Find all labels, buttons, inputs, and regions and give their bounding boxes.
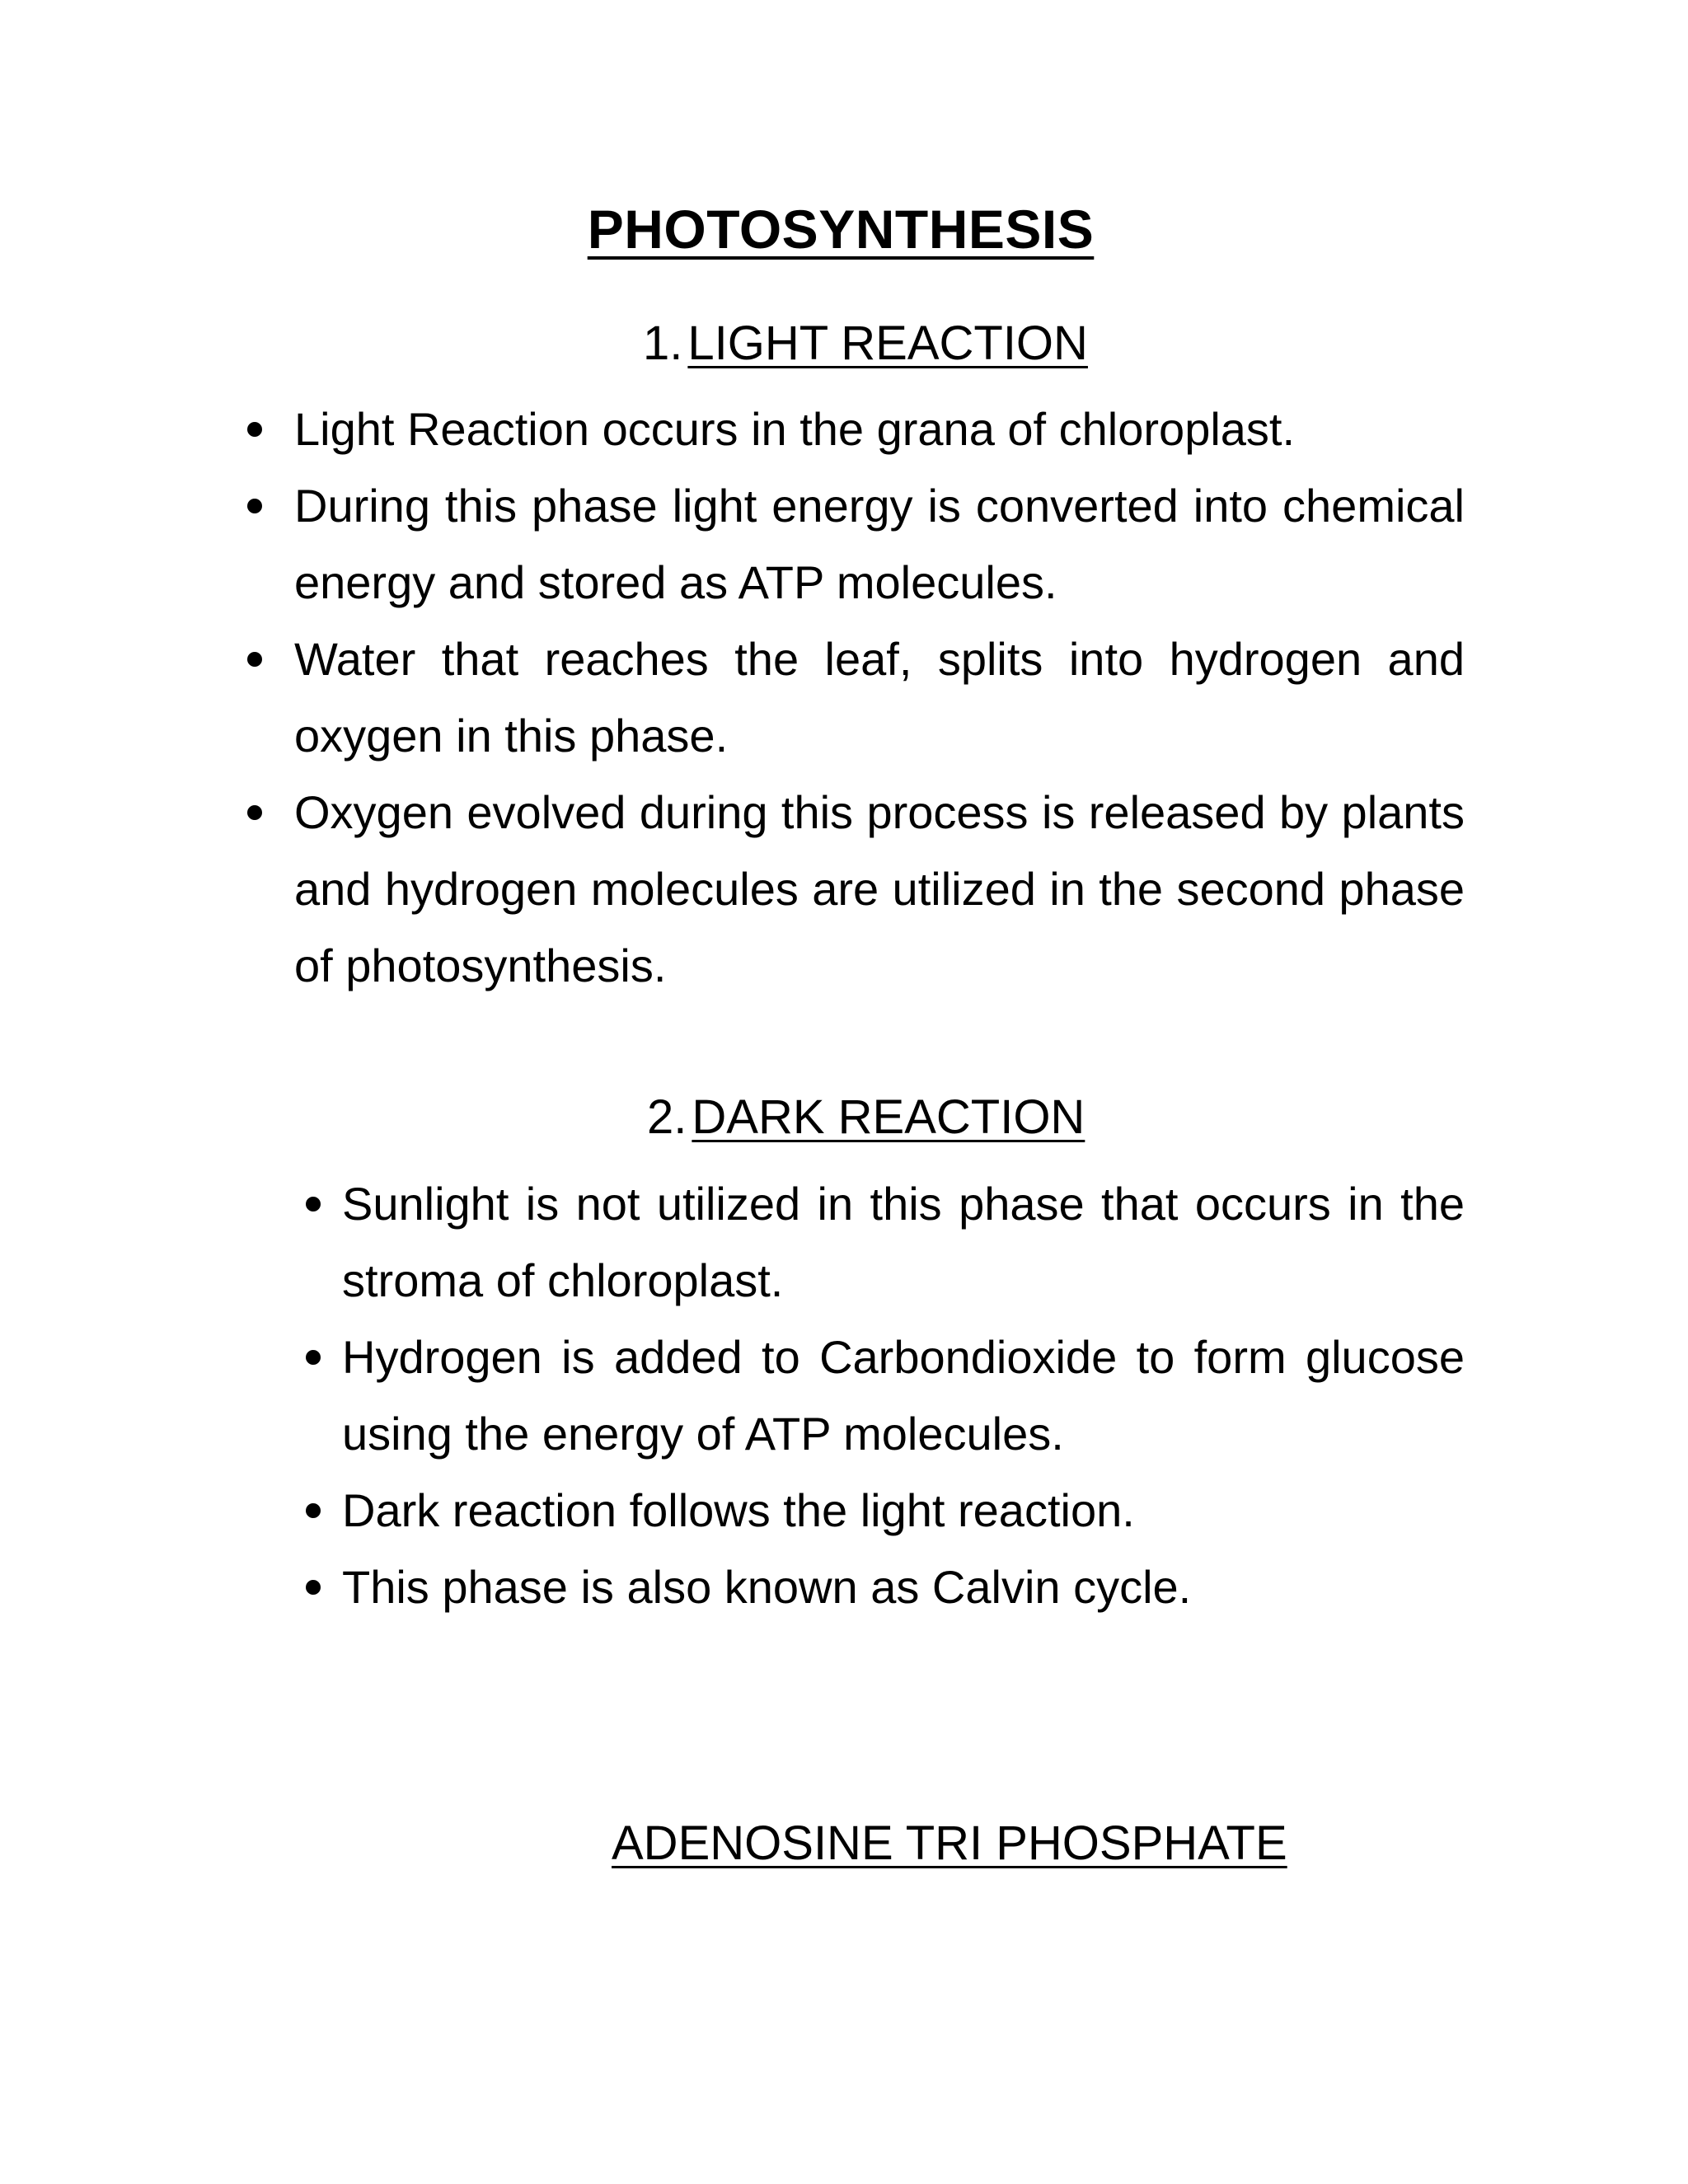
list-item bbox=[294, 774, 1465, 1004]
light-reaction-list bbox=[294, 391, 1465, 1004]
bullet-icon bbox=[247, 805, 262, 820]
bullet-icon bbox=[247, 499, 262, 513]
list-item-text: Water that reaches the leaf, splits into hydrogen and oxygen in this phase. bbox=[294, 633, 1465, 762]
list-item-text: Dark reaction follows the light reaction. bbox=[342, 1484, 1135, 1536]
section-number: 1. bbox=[643, 316, 683, 370]
list-item-text: During this phase light energy is converted into chemical energy and stored as ATP molecules. bbox=[294, 480, 1465, 608]
bullet-icon bbox=[306, 1580, 321, 1595]
list-item-text: Oxygen evolved during this process is released by plants and hydrogen molecules are utilized in the second phase of photosynthesis. bbox=[294, 786, 1465, 991]
list-item-text: Light Reaction occurs in the grana of chloroplast. bbox=[294, 403, 1296, 455]
list-item bbox=[342, 1165, 1465, 1319]
list-item-text: Hydrogen is added to Carbondioxide to form glucose using the energy of ATP molecules. bbox=[342, 1331, 1465, 1460]
section-title: DARK REACTION bbox=[692, 1090, 1085, 1144]
dark-reaction-list bbox=[342, 1165, 1465, 1625]
list-item bbox=[294, 621, 1465, 774]
list-item-text: Sunlight is not utilized in this phase that occurs in the stroma of chloroplast. bbox=[342, 1178, 1465, 1306]
page-title: PHOTOSYNTHESIS bbox=[587, 199, 1095, 260]
list-item bbox=[342, 1472, 1465, 1549]
list-item bbox=[342, 1319, 1465, 1472]
list-item-text: This phase is also known as Calvin cycle. bbox=[342, 1561, 1192, 1613]
section-heading-dark-reaction bbox=[647, 1090, 1085, 1145]
next-section-heading: ADENOSINE TRI PHOSPHATE bbox=[612, 1816, 1287, 1870]
section-heading-light-reaction bbox=[643, 316, 1088, 371]
bullet-icon bbox=[306, 1350, 321, 1365]
section-number: 2. bbox=[647, 1090, 687, 1144]
bullet-icon bbox=[306, 1503, 321, 1518]
section-title: LIGHT REACTION bbox=[687, 316, 1088, 370]
bullet-icon bbox=[306, 1197, 321, 1212]
bullet-icon bbox=[247, 422, 262, 437]
list-item bbox=[342, 1549, 1465, 1625]
list-item bbox=[294, 467, 1465, 621]
list-item bbox=[294, 391, 1465, 467]
bullet-icon bbox=[247, 652, 262, 667]
